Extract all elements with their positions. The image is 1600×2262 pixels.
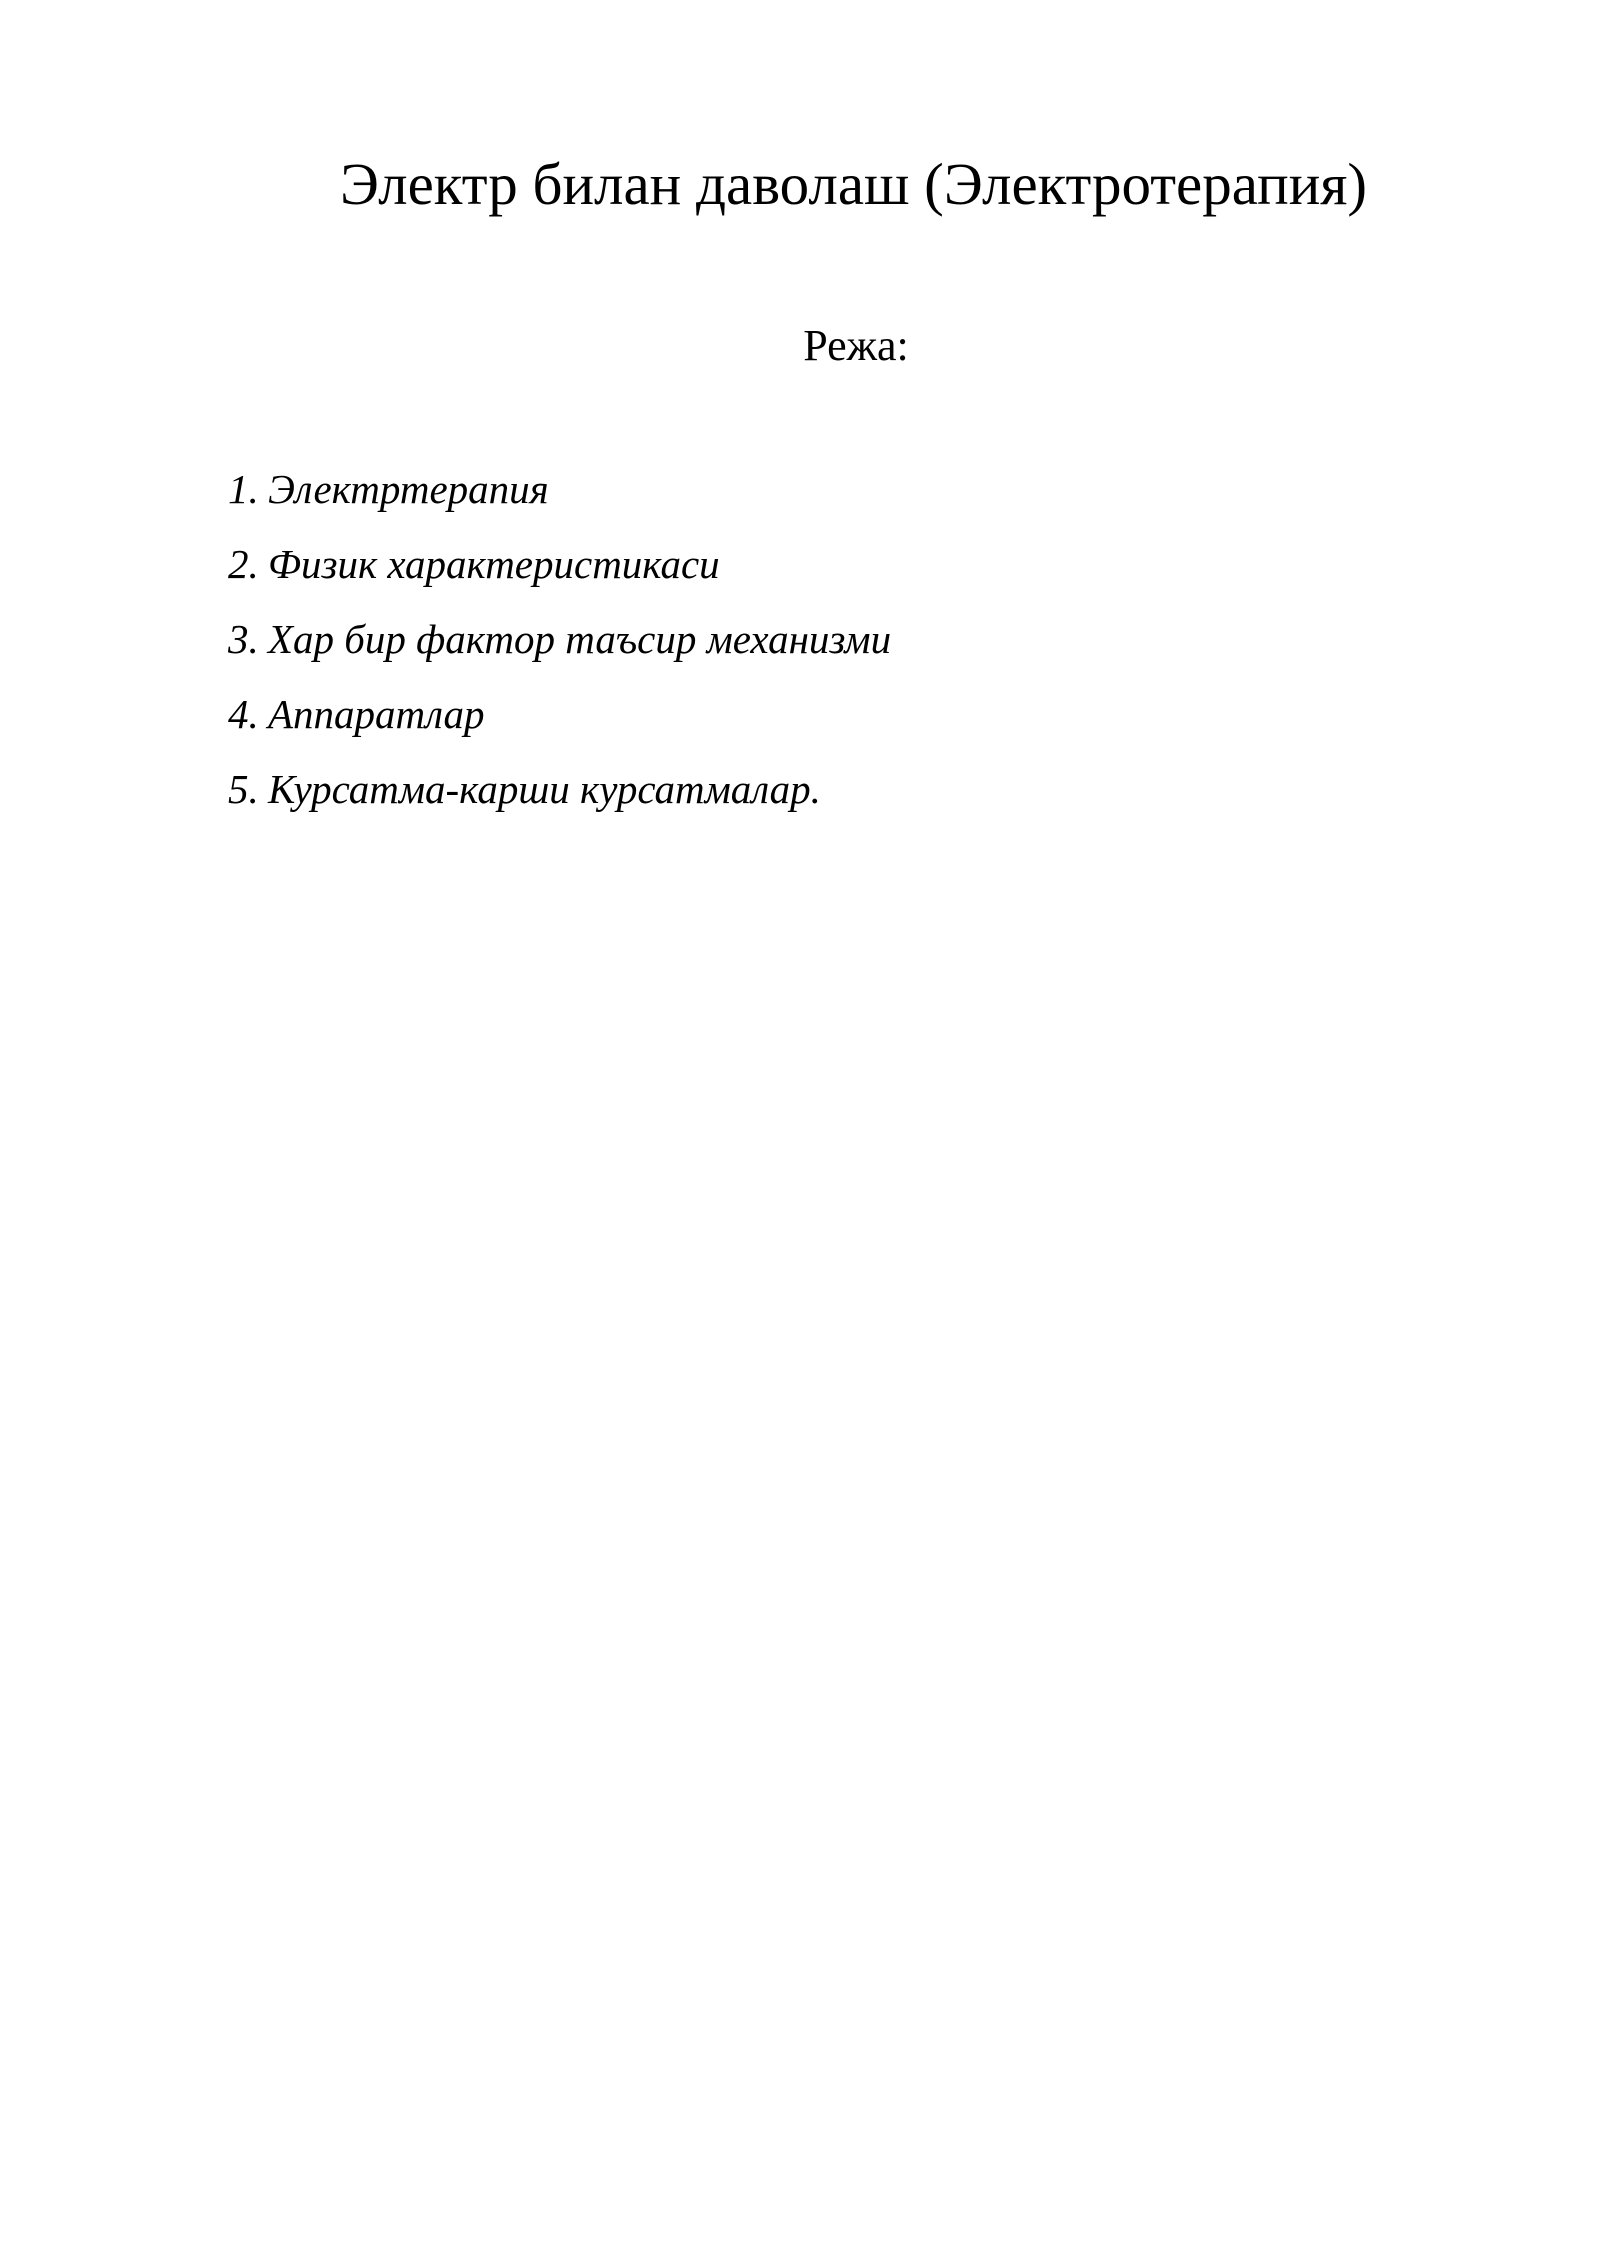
list-item-text: Электртерапия — [268, 466, 549, 512]
list-item-number: 2. — [228, 541, 259, 587]
list-item-text: Курсатма-карши курсатмалар. — [268, 766, 821, 812]
plan-item-4 — [228, 691, 891, 766]
document-title: Электр билан даволаш (Электротерапия) — [340, 151, 1368, 217]
list-item-number: 5. — [228, 766, 259, 812]
list-item-text: Физик характеристикаси — [268, 541, 720, 587]
list-item-number: 3. — [228, 616, 259, 662]
list-item-number: 1. — [228, 466, 259, 512]
list-item-text: Аппаратлар — [268, 691, 485, 737]
list-item-text: Хар бир фактор таъсир механизми — [268, 616, 892, 662]
plan-list — [228, 466, 891, 841]
plan-item-1 — [228, 466, 891, 541]
plan-item-2 — [228, 541, 891, 616]
list-item-number: 4. — [228, 691, 259, 737]
plan-item-3 — [228, 616, 891, 691]
plan-heading: Режа: — [803, 321, 909, 370]
plan-item-5 — [228, 766, 891, 841]
